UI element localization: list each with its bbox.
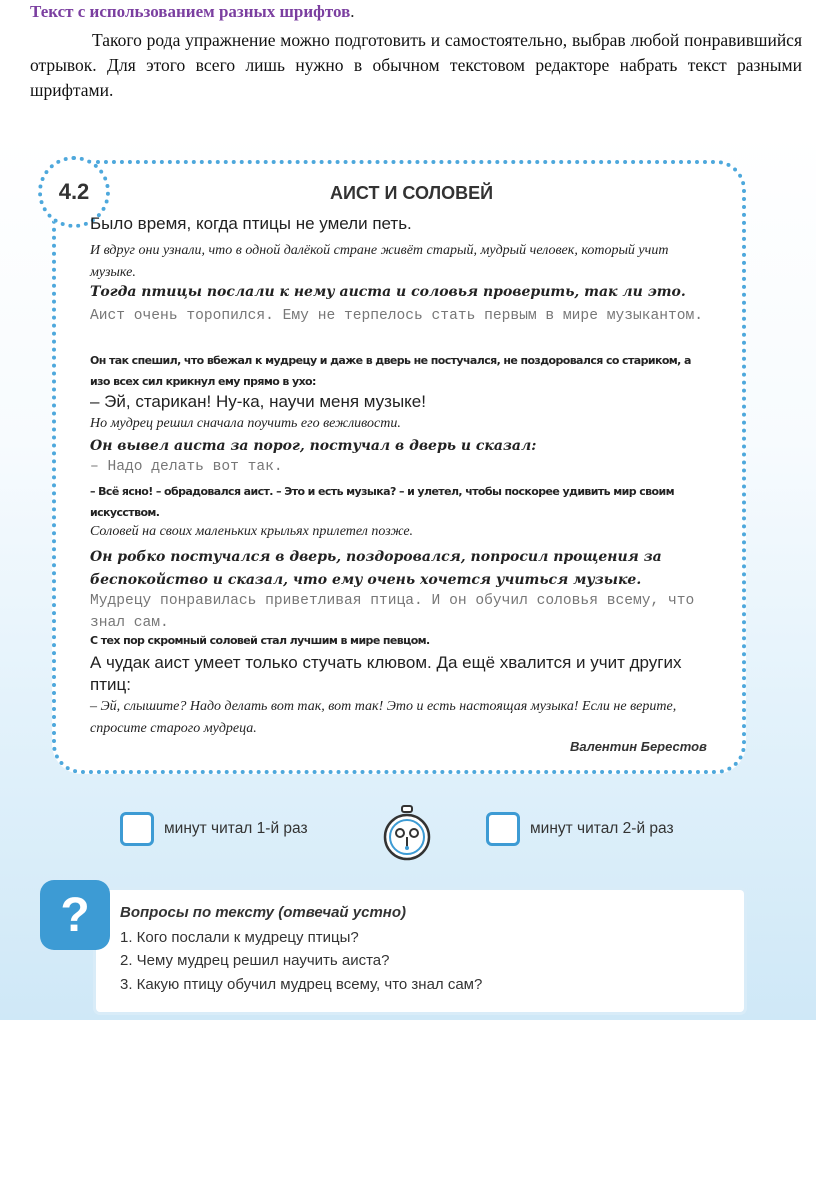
story-paragraph-11: Соловей на своих маленьких крыльях прилетел позже.: [90, 524, 414, 539]
story-paragraph-10: – Всё ясно! – обрадовался аист. – Это и есть музыка? – и улетел, чтобы поскорее удивить мир своим искусством.: [90, 485, 675, 519]
story-paragraph-15: А чудак аист умеет только стучать клювом. Да ещё хвалится и учит других птиц:: [90, 653, 682, 694]
story-author: Валентин Берестов: [570, 739, 707, 754]
first-read-minutes-box[interactable]: [120, 812, 154, 846]
question-item-1: 1. Кого послали к мудрецу птицы?: [120, 929, 359, 946]
first-read-label: минут читал 1-й раз: [164, 820, 308, 837]
story-paragraph-8: Он вывел аиста за порог, постучал в дверь и сказал:: [90, 438, 537, 454]
story-title: АИСТ И СОЛОВЕЙ: [330, 183, 494, 203]
story-paragraph-9: – Надо делать вот так.: [90, 459, 283, 475]
question-mark-icon: ?: [40, 880, 110, 950]
story-paragraph-4: Аист очень торопился. Ему не терпелось стать первым в мире музыкантом.: [90, 308, 704, 324]
story-paragraph-6: – Эй, старикан! Ну-ка, научи меня музыке!: [90, 392, 426, 411]
story-paragraph-13: Мудрецу понравилась приветливая птица. И он обучил соловья всему, что знал сам.: [90, 593, 695, 631]
stopwatch-icon: [380, 804, 434, 862]
section-heading: Текст с использованием разных шрифтов.: [30, 2, 355, 21]
story-paragraph-16: – Эй, слышите? Надо делать вот так, вот так! Это и есть настоящая музыка! Если не верите, спросите старого мудреца.: [90, 699, 677, 736]
story-paragraph-7: Но мудрец решил сначала поучить его вежливости.: [90, 416, 401, 431]
story-paragraph-14: С тех пор скромный соловей стал лучшим в мире певцом.: [90, 634, 430, 647]
question-item-3: 3. Какую птицу обучил мудрец всему, что знал сам?: [120, 976, 483, 993]
intro-paragraph: Такого рода упражнение можно подготовить и самостоятельно, выбрав любой понравившийся отрывок. Для этого всего лишь нужно в обычном текстовом редакторе набрать текст разными шрифтами.: [30, 30, 802, 100]
exercise-number-badge: 4.2: [38, 156, 110, 228]
story-paragraph-1: Было время, когда птицы не умели петь.: [90, 214, 412, 233]
story-paragraph-3: Тогда птицы послали к нему аиста и соловья проверить, так ли это.: [90, 284, 686, 300]
second-read-label: минут читал 2-й раз: [530, 820, 674, 837]
story-paragraph-5: Он так спешил, что вбежал к мудрецу и даже в дверь не постучался, не поздоровался со стариком, а изо всех сил крикнул ему прямо в ухо:: [90, 354, 691, 388]
story-paragraph-12: Он робко постучался в дверь, поздоровался, попросил прощения за беспокойство и сказал, что ему очень хочется учиться музыке.: [90, 549, 662, 588]
question-item-2: 2. Чему мудрец решил научить аиста?: [120, 952, 390, 969]
questions-title: Вопросы по тексту (отвечай устно): [120, 904, 407, 921]
second-read-minutes-box[interactable]: [486, 812, 520, 846]
story-paragraph-2: И вдруг они узнали, что в одной далёкой стране живёт старый, мудрый человек, который учит музыке.: [90, 243, 669, 280]
